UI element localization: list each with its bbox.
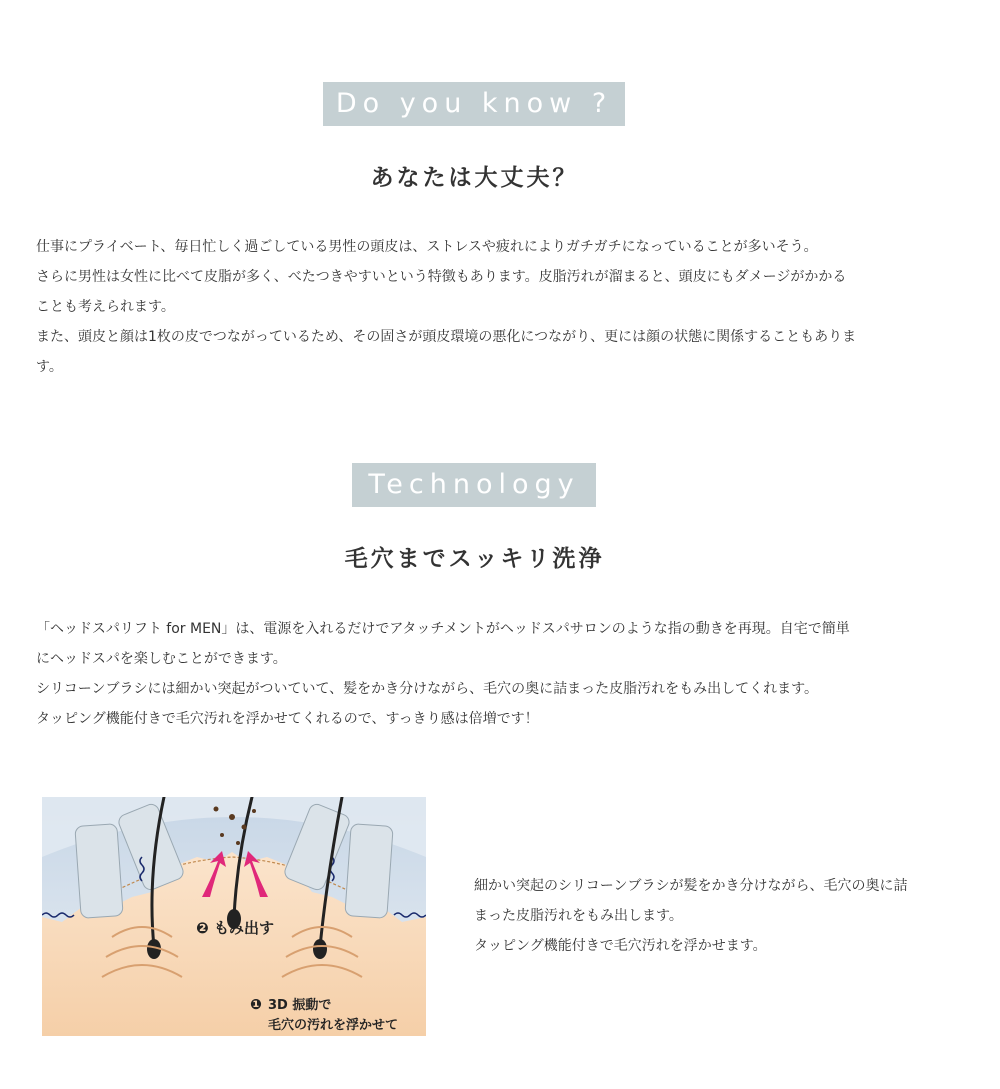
step-1-number: ❶ — [250, 997, 262, 1013]
section-heading-pore-cleansing: 毛穴までスッキリ洗浄 — [344, 546, 605, 572]
scalp-cleansing-illustration — [42, 797, 426, 1036]
illustration-caption — [474, 871, 974, 961]
caption-line: まった皮脂汚れをもみ出します。 — [474, 908, 683, 924]
caption-line: 細かい突起のシリコーンブラシが髪をかき分けながら、毛穴の奥に詰 — [474, 878, 908, 894]
paragraph-line: ことも考えられます。 — [36, 299, 175, 315]
step-2-number: ❷ — [196, 919, 209, 937]
paragraph-line: また、頭皮と顔は1枚の皮でつながっているため、その固さが頭皮環境の悪化につながり、更には顔の状態に関係することもありま — [36, 329, 857, 345]
section-label-technology: Technology — [352, 463, 596, 507]
step-1-line2: 毛穴の汚れを浮かせて — [268, 1018, 399, 1033]
step-1-line1: 3D 振動で — [268, 998, 332, 1013]
section-heading-are-you-ok: あなたは大丈夫？ — [370, 165, 579, 191]
technology-paragraph — [36, 614, 926, 734]
paragraph-line: 仕事にプライベート、毎日忙しく過ごしている男性の頭皮は、ストレスや疲れによりガチガチになっていることが多いそう。 — [36, 239, 818, 255]
intro-paragraph — [36, 232, 926, 382]
paragraph-line: さらに男性は女性に比べて皮脂が多く、べたつきやすいという特徴もあります。皮脂汚れが溜まると、頭皮にもダメージがかかる — [36, 269, 847, 285]
paragraph-line: にヘッドスパを楽しむことができます。 — [36, 651, 287, 667]
section-label-do-you-know: Do you know ? — [323, 82, 625, 126]
step-2-label: もみ出す — [214, 919, 275, 937]
caption-line: タッピング機能付きで毛穴汚れを浮かせます。 — [474, 938, 767, 954]
paragraph-line: す。 — [36, 359, 63, 375]
paragraph-line: タッピング機能付きで毛穴汚れを浮かせてくれるので、すっきり感は倍増です！ — [36, 711, 539, 727]
paragraph-line: シリコーンブラシには細かい突起がついていて、髪をかき分けながら、毛穴の奥に詰まった皮脂汚れをもみ出してくれます。 — [36, 681, 819, 697]
paragraph-line: 「ヘッドスパリフト for MEN」は、電源を入れるだけでアタッチメントがヘッドスパサロンのような指の動きを再現。自宅で簡単 — [36, 621, 850, 637]
